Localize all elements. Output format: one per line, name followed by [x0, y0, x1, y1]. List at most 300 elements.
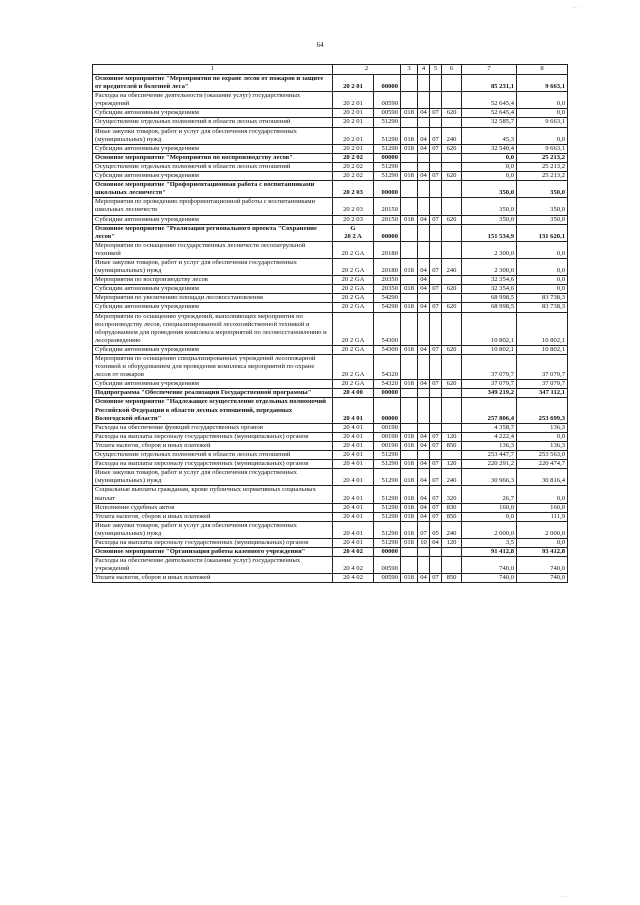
row-col3-cell: [401, 276, 418, 285]
row-col6-cell: [442, 276, 462, 285]
row-col7-value: 160,0: [462, 503, 517, 512]
row-code-cell: 20 4 01: [333, 469, 374, 486]
row-col7-value: 10 802,1: [462, 345, 517, 354]
row-col4-cell: [418, 355, 430, 380]
row-col7-value: 52 645,4: [462, 92, 517, 109]
row-subcode-cell: 51290: [374, 162, 401, 171]
row-col5-cell: [430, 398, 442, 423]
row-subcode-cell: 00190: [374, 432, 401, 441]
row-col7-value: 350,0: [462, 181, 517, 198]
row-col3-cell: 018: [401, 144, 418, 153]
table-row: [93, 181, 568, 198]
row-col7-value: 350,0: [462, 215, 517, 224]
row-col8-value: 10 802,1: [517, 312, 568, 345]
row-subcode-cell: 20150: [374, 215, 401, 224]
row-col7-value: 2 000,0: [462, 521, 517, 538]
row-name-cell: Уплата налогов, сборов и иных платежей: [93, 441, 333, 450]
row-col5-cell: 07: [430, 127, 442, 144]
row-col5-cell: 05: [430, 521, 442, 538]
row-name-cell: Уплата налогов, сборов и иных платежей: [93, 512, 333, 521]
row-subcode-cell: 00000: [374, 224, 401, 241]
row-subcode-cell: 00000: [374, 153, 401, 162]
row-code-cell: 20 4 01: [333, 512, 374, 521]
row-col3-cell: [401, 198, 418, 215]
row-col4-cell: 04: [418, 574, 430, 583]
row-col7-value: 37 079,7: [462, 355, 517, 380]
row-col5-cell: 07: [430, 432, 442, 441]
row-col8-value: 350,0: [517, 181, 568, 198]
row-col8-value: 0,0: [517, 92, 568, 109]
row-col4-cell: [418, 398, 430, 423]
row-subcode-cell: 00590: [374, 574, 401, 583]
row-name-cell: Расходы на обеспечение функций государственных органов: [93, 423, 333, 432]
row-col8-value: 9 663,1: [517, 144, 568, 153]
row-col8-value: 0,0: [517, 109, 568, 118]
row-col3-cell: 018: [401, 460, 418, 469]
row-code-cell: 20 4 01: [333, 398, 374, 423]
row-col8-value: 37 079,7: [517, 355, 568, 380]
row-code-cell: 20 2 GA: [333, 303, 374, 312]
row-col7-value: 2 300,0: [462, 258, 517, 275]
row-subcode-cell: 20350: [374, 276, 401, 285]
row-col4-cell: 04: [418, 503, 430, 512]
row-code-cell: 20 2 01: [333, 144, 374, 153]
row-col4-cell: 04: [418, 144, 430, 153]
row-col5-cell: [430, 423, 442, 432]
row-col8-value: 0,0: [517, 486, 568, 503]
row-col8-value: 0,0: [517, 285, 568, 294]
row-code-cell: 20 2 01: [333, 118, 374, 127]
row-col6-cell: 620: [442, 285, 462, 294]
row-col4-cell: [418, 118, 430, 127]
table-row: [93, 538, 568, 547]
header-cell: 8: [517, 65, 568, 75]
row-col8-value: 83 738,3: [517, 303, 568, 312]
table-row: [93, 198, 568, 215]
table-row: [93, 241, 568, 258]
row-col4-cell: [418, 294, 430, 303]
row-col6-cell: 240: [442, 521, 462, 538]
row-col3-cell: 018: [401, 441, 418, 450]
row-col6-cell: [442, 75, 462, 92]
row-code-cell: 20 4 01: [333, 521, 374, 538]
row-col5-cell: 07: [430, 285, 442, 294]
row-name-cell: Субсидии автономным учреждениям: [93, 172, 333, 181]
row-col7-value: 0,0: [462, 512, 517, 521]
row-col3-cell: 018: [401, 345, 418, 354]
row-col5-cell: 07: [430, 215, 442, 224]
row-subcode-cell: 00590: [374, 92, 401, 109]
row-code-cell: 20 2 01: [333, 75, 374, 92]
row-name-cell: Иные закупки товаров, работ и услуг для обеспечения государственных (муниципальных) нужд: [93, 258, 333, 275]
row-col8-value: 111,9: [517, 512, 568, 521]
row-col3-cell: 018: [401, 512, 418, 521]
row-subcode-cell: 00000: [374, 548, 401, 557]
row-col7-value: 32 354,6: [462, 276, 517, 285]
budget-table: [92, 64, 568, 583]
row-name-cell: Социальные выплаты гражданам, кроме публичных нормативных социальных выплат: [93, 486, 333, 503]
row-col5-cell: [430, 75, 442, 92]
row-col6-cell: 620: [442, 380, 462, 389]
table-row: [93, 441, 568, 450]
row-col4-cell: 04: [418, 285, 430, 294]
row-col7-value: 151 534,9: [462, 224, 517, 241]
row-col6-cell: 240: [442, 127, 462, 144]
row-subcode-cell: 00190: [374, 441, 401, 450]
row-col8-value: 347 112,1: [517, 389, 568, 398]
row-col5-cell: [430, 241, 442, 258]
row-col5-cell: [430, 118, 442, 127]
row-col6-cell: 120: [442, 538, 462, 547]
row-col5-cell: [430, 198, 442, 215]
row-col6-cell: [442, 241, 462, 258]
row-col7-value: 91 412,8: [462, 548, 517, 557]
row-col5-cell: 07: [430, 172, 442, 181]
row-subcode-cell: 51290: [374, 538, 401, 547]
row-col8-value: 0,0: [517, 241, 568, 258]
table-row: [93, 215, 568, 224]
row-subcode-cell: 20180: [374, 258, 401, 275]
row-col8-value: 253 563,0: [517, 451, 568, 460]
row-code-cell: 20 2 03: [333, 215, 374, 224]
row-code-cell: 20 2 02: [333, 153, 374, 162]
row-subcode-cell: 00190: [374, 423, 401, 432]
row-col7-value: 220 291,2: [462, 460, 517, 469]
row-code-cell: 20 2 02: [333, 172, 374, 181]
row-col7-value: 4 222,4: [462, 432, 517, 441]
row-col4-cell: 04: [418, 172, 430, 181]
table-row: [93, 557, 568, 574]
row-col6-cell: [442, 398, 462, 423]
row-col4-cell: 10: [418, 538, 430, 547]
row-name-cell: Уплата налогов, сборов и иных платежей: [93, 574, 333, 583]
row-col3-cell: 018: [401, 109, 418, 118]
header-cell: 1: [93, 65, 333, 75]
row-code-cell: 20 2 01: [333, 109, 374, 118]
row-col3-cell: [401, 75, 418, 92]
row-col3-cell: 018: [401, 127, 418, 144]
row-col7-value: 257 806,4: [462, 398, 517, 423]
row-code-cell: 20 2 03: [333, 198, 374, 215]
table-row: [93, 162, 568, 171]
row-name-cell: Осуществление отдельных полномочий в области лесных отношений: [93, 451, 333, 460]
row-subcode-cell: 00000: [374, 75, 401, 92]
row-col8-value: 740,0: [517, 557, 568, 574]
row-code-cell: 20 4 02: [333, 557, 374, 574]
row-col6-cell: [442, 389, 462, 398]
row-code-cell: 20 2 GA: [333, 276, 374, 285]
row-subcode-cell: 00000: [374, 398, 401, 423]
row-name-cell: Иные закупки товаров, работ и услуг для обеспечения государственных (муниципальных) нужд: [93, 469, 333, 486]
row-subcode-cell: 54290: [374, 303, 401, 312]
row-col6-cell: 620: [442, 345, 462, 354]
row-col7-value: 2 300,0: [462, 241, 517, 258]
row-col3-cell: 018: [401, 303, 418, 312]
row-col8-value: 136,3: [517, 423, 568, 432]
row-col6-cell: 240: [442, 469, 462, 486]
row-subcode-cell: 51290: [374, 127, 401, 144]
row-col4-cell: 04: [418, 512, 430, 521]
row-col6-cell: 620: [442, 172, 462, 181]
row-col5-cell: 07: [430, 469, 442, 486]
row-col8-value: 25 213,2: [517, 172, 568, 181]
row-col3-cell: 018: [401, 574, 418, 583]
row-col4-cell: [418, 557, 430, 574]
row-col7-value: 0,0: [462, 162, 517, 171]
row-col6-cell: [442, 181, 462, 198]
row-col8-value: 9 663,1: [517, 75, 568, 92]
row-name-cell: Мероприятия по оснащению учреждений, выполняющих мероприятия по воспроизводству лесов, специализированной лесохозяйственной техникой и оборудованием для проведения комплекса мероприятий по лесовосстановлению и лесоразведению: [93, 312, 333, 345]
row-subcode-cell: 51290: [374, 460, 401, 469]
row-col7-value: 85 231,1: [462, 75, 517, 92]
row-col4-cell: 04: [418, 441, 430, 450]
row-name-cell: Основное мероприятие "Реализация регионального проекта "Сохранение лесов": [93, 224, 333, 241]
header-cell: 4: [418, 65, 430, 75]
row-code-cell: 20 2 GA: [333, 258, 374, 275]
table-row: [93, 460, 568, 469]
row-col6-cell: [442, 92, 462, 109]
row-col6-cell: [442, 312, 462, 345]
row-col8-value: 0,0: [517, 258, 568, 275]
table-row: [93, 118, 568, 127]
row-col8-value: 136,3: [517, 441, 568, 450]
row-col8-value: 160,0: [517, 503, 568, 512]
row-col7-value: 0,0: [462, 153, 517, 162]
row-col5-cell: 07: [430, 441, 442, 450]
row-name-cell: Основное мероприятие "Организация работы казенного учреждения": [93, 548, 333, 557]
row-code-cell: 20 4 02: [333, 548, 374, 557]
row-col4-cell: [418, 153, 430, 162]
row-col5-cell: 07: [430, 380, 442, 389]
row-col3-cell: 018: [401, 215, 418, 224]
row-col7-value: 349 219,2: [462, 389, 517, 398]
row-col5-cell: 07: [430, 144, 442, 153]
row-col4-cell: 04: [418, 432, 430, 441]
row-col3-cell: [401, 557, 418, 574]
row-subcode-cell: 54300: [374, 345, 401, 354]
row-col3-cell: 018: [401, 521, 418, 538]
row-col6-cell: 830: [442, 503, 462, 512]
row-name-cell: Субсидии автономным учреждениям: [93, 144, 333, 153]
header-cell: 2: [333, 65, 401, 75]
row-name-cell: Субсидии автономным учреждениям: [93, 215, 333, 224]
table-row: [93, 521, 568, 538]
table-row: [93, 276, 568, 285]
row-col5-cell: 07: [430, 345, 442, 354]
row-col3-cell: [401, 224, 418, 241]
row-col6-cell: [442, 118, 462, 127]
header-cell: 6: [442, 65, 462, 75]
row-col8-value: 9 663,1: [517, 118, 568, 127]
table-row: [93, 503, 568, 512]
row-col5-cell: 07: [430, 303, 442, 312]
table-row: [93, 258, 568, 275]
row-col6-cell: 620: [442, 144, 462, 153]
row-col8-value: 253 699,3: [517, 398, 568, 423]
row-col7-value: 136,3: [462, 441, 517, 450]
table-row: [93, 574, 568, 583]
row-col3-cell: [401, 241, 418, 258]
header-cell: 5: [430, 65, 442, 75]
row-col3-cell: 018: [401, 285, 418, 294]
row-col4-cell: [418, 92, 430, 109]
row-code-cell: 20 2 03: [333, 181, 374, 198]
row-col4-cell: 04: [418, 276, 430, 285]
row-col3-cell: [401, 294, 418, 303]
row-col6-cell: 240: [442, 258, 462, 275]
row-code-cell: 20 4 01: [333, 460, 374, 469]
row-col6-cell: [442, 224, 462, 241]
row-col5-cell: [430, 312, 442, 345]
row-col4-cell: 04: [418, 486, 430, 503]
row-subcode-cell: 20180: [374, 241, 401, 258]
row-col8-value: 0,0: [517, 432, 568, 441]
table-row: [93, 355, 568, 380]
table-row: [93, 345, 568, 354]
row-subcode-cell: 20150: [374, 198, 401, 215]
table-row: [93, 423, 568, 432]
row-col5-cell: [430, 181, 442, 198]
row-col6-cell: 850: [442, 512, 462, 521]
row-col5-cell: 04: [430, 538, 442, 547]
row-subcode-cell: 00000: [374, 181, 401, 198]
row-col3-cell: 018: [401, 380, 418, 389]
row-subcode-cell: 51290: [374, 172, 401, 181]
row-col4-cell: [418, 389, 430, 398]
row-col3-cell: [401, 153, 418, 162]
table-row: [93, 486, 568, 503]
row-col8-value: 25 213,2: [517, 162, 568, 171]
table-row: [93, 398, 568, 423]
row-name-cell: Субсидии автономным учреждениям: [93, 109, 333, 118]
row-subcode-cell: 00000: [374, 389, 401, 398]
row-col6-cell: [442, 451, 462, 460]
row-col5-cell: 07: [430, 460, 442, 469]
row-code-cell: 20 4 01: [333, 503, 374, 512]
row-col3-cell: 018: [401, 538, 418, 547]
row-col5-cell: [430, 276, 442, 285]
row-name-cell: Мероприятия по увеличению площади лесовосстановления: [93, 294, 333, 303]
row-name-cell: Расходы на выплаты персоналу государственных (муниципальных) органов: [93, 432, 333, 441]
row-col4-cell: 04: [418, 109, 430, 118]
row-col3-cell: 018: [401, 503, 418, 512]
row-name-cell: Исполнение судебных актов: [93, 503, 333, 512]
row-code-cell: 20 2 01: [333, 92, 374, 109]
row-col4-cell: 04: [418, 469, 430, 486]
row-col3-cell: [401, 312, 418, 345]
row-name-cell: Осуществление отдельных полномочий в области лесных отношений: [93, 118, 333, 127]
row-col4-cell: 07: [418, 521, 430, 538]
row-col8-value: 10 802,1: [517, 345, 568, 354]
table-row: [93, 432, 568, 441]
row-name-cell: Мероприятия по оснащению специализированных учреждений лесопожарной техникой и оборудованием для проведения комплекса мероприятий по охране лесов от пожаров: [93, 355, 333, 380]
table-row: [93, 153, 568, 162]
row-col4-cell: 04: [418, 215, 430, 224]
row-name-cell: Иные закупки товаров, работ и услуг для обеспечения государственных (муниципальных) нужд: [93, 127, 333, 144]
row-col6-cell: 120: [442, 432, 462, 441]
row-name-cell: Субсидии автономным учреждениям: [93, 380, 333, 389]
row-col7-value: 68 998,5: [462, 294, 517, 303]
table-row: [93, 312, 568, 345]
row-col5-cell: 07: [430, 512, 442, 521]
row-col8-value: 83 738,3: [517, 294, 568, 303]
table-row: [93, 92, 568, 109]
row-col4-cell: [418, 241, 430, 258]
row-code-cell: 20 2 GA: [333, 355, 374, 380]
row-col6-cell: [442, 557, 462, 574]
row-col8-value: 740,0: [517, 574, 568, 583]
row-col7-value: 37 079,7: [462, 380, 517, 389]
row-col7-value: 10 802,1: [462, 312, 517, 345]
row-col4-cell: 04: [418, 258, 430, 275]
table-row: [93, 285, 568, 294]
row-col7-value: 32 354,6: [462, 285, 517, 294]
row-col3-cell: [401, 398, 418, 423]
row-name-cell: Иные закупки товаров, работ и услуг для обеспечения государственных (муниципальных) нужд: [93, 521, 333, 538]
row-col7-value: 32 540,4: [462, 144, 517, 153]
table-row: [93, 144, 568, 153]
row-col4-cell: [418, 548, 430, 557]
row-col8-value: 0,0: [517, 538, 568, 547]
row-code-cell: 20 4 01: [333, 451, 374, 460]
row-col5-cell: [430, 548, 442, 557]
row-col5-cell: [430, 294, 442, 303]
table-header-row: [93, 65, 568, 75]
row-col6-cell: 850: [442, 574, 462, 583]
row-col6-cell: [442, 153, 462, 162]
row-col8-value: 0,0: [517, 276, 568, 285]
row-col3-cell: 018: [401, 486, 418, 503]
row-col3-cell: [401, 162, 418, 171]
row-col4-cell: 04: [418, 380, 430, 389]
row-code-cell: 20 2 02: [333, 162, 374, 171]
row-col5-cell: [430, 451, 442, 460]
row-name-cell: Мероприятия по проведению профориентационной работы с воспитанниками школьных лесничеств: [93, 198, 333, 215]
row-col8-value: 131 620,1: [517, 224, 568, 241]
row-name-cell: Основное мероприятие "Мероприятия по охране лесов от пожаров и защите от вредителей и болезней леса": [93, 75, 333, 92]
row-col5-cell: 07: [430, 486, 442, 503]
row-name-cell: Подпрограмма "Обеспечение реализации Государственной программы": [93, 389, 333, 398]
row-col6-cell: 320: [442, 486, 462, 503]
row-code-cell: 20 2 GA: [333, 285, 374, 294]
row-col7-value: 45,3: [462, 127, 517, 144]
row-code-cell: 20 4 00: [333, 389, 374, 398]
row-col8-value: 220 474,7: [517, 460, 568, 469]
table-row: [93, 75, 568, 92]
row-col5-cell: 07: [430, 574, 442, 583]
row-name-cell: Осуществление отдельных полномочий в области лесных отношений: [93, 162, 333, 171]
row-col3-cell: 018: [401, 432, 418, 441]
table-row: [93, 172, 568, 181]
row-col4-cell: 04: [418, 345, 430, 354]
row-col3-cell: [401, 118, 418, 127]
row-col7-value: 30 966,3: [462, 469, 517, 486]
row-col3-cell: [401, 423, 418, 432]
row-col3-cell: [401, 181, 418, 198]
row-name-cell: Расходы на обеспечение деятельности (оказание услуг) государственных учреждений: [93, 557, 333, 574]
row-subcode-cell: 54320: [374, 355, 401, 380]
corner-mark-top: . . .: [572, 4, 580, 10]
row-col4-cell: 04: [418, 303, 430, 312]
row-code-cell: 20 2 01: [333, 127, 374, 144]
table-row: [93, 512, 568, 521]
row-subcode-cell: 00590: [374, 557, 401, 574]
row-col5-cell: [430, 355, 442, 380]
row-code-cell: G 20 2 A: [333, 224, 374, 241]
row-name-cell: Основное мероприятие "Профориентационная работа с воспитанниками школьных лесничеств": [93, 181, 333, 198]
row-col6-cell: 620: [442, 109, 462, 118]
row-col7-value: 68 998,5: [462, 303, 517, 312]
